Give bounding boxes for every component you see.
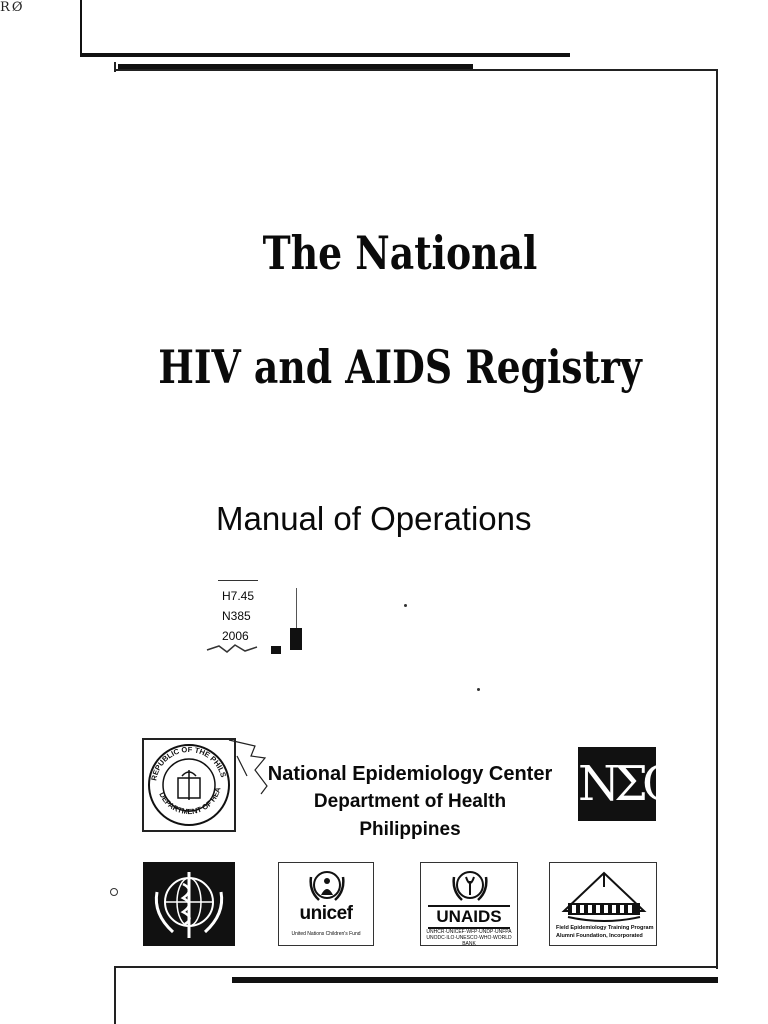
unicef-emblem-icon [307,867,347,903]
unicef-wordmark: unicef [299,903,353,924]
frame-line [114,966,718,968]
svg-text:REPUBLIC OF THE PHILS: REPUBLIC OF THE PHILS [149,744,229,782]
frame-line [80,0,82,55]
scan-speck [110,888,118,896]
fetp-tagline-2: Alumni Foundation, Incorporated [556,933,643,939]
call-number-line: N385 [222,609,251,623]
page-border-right [716,69,718,969]
call-number-line: 2006 [222,629,249,643]
scan-speck [477,688,480,691]
publisher-department: Department of Health [313,791,507,812]
corner-mark: R Ø [0,0,22,15]
subtitle: Manual of Operations [216,500,532,537]
publisher-block [240,760,580,844]
unaids-logo [420,862,518,946]
fetp-emblem-icon [558,867,650,923]
stamp-line [218,580,258,581]
who-emblem-icon [143,862,235,946]
unicef-logo [278,862,374,946]
unaids-wordmark: UNAIDS [428,905,511,929]
publisher-country: Philippines [359,819,461,840]
page-border-top [114,69,718,71]
doh-seal-icon [142,738,236,832]
nec-logo-icon: NΣC [578,747,656,821]
unaids-tagline: UNHCR·UNICEF·WFP·UNDP·UNFPA UNODC·ILO·UNESCO·WHO·WORLD BANK [426,929,512,947]
title-line-2: HIV and AIDS Registry [158,340,642,394]
unaids-emblem-icon [449,867,491,903]
call-number [222,586,254,646]
frame-line [114,966,116,1024]
frame-line [114,62,116,72]
scribble-mark [205,640,285,658]
call-number-line: H7.45 [222,589,255,603]
fetp-logo [549,862,657,946]
publisher-name: National Epidemiology Center [267,763,553,785]
scan-speck [404,604,407,607]
fetp-tagline-1: Field Epidemiology Training Program [556,925,654,931]
unicef-tagline: United Nations Children's Fund [291,931,361,937]
frame-line [80,53,570,57]
frame-line [232,977,718,983]
title-line-1: The National [262,226,538,280]
stamp-mark [290,628,302,650]
svg-text:DEPARTMENT OF HEALTH: DEPARTMENT OF HEA [157,786,223,817]
